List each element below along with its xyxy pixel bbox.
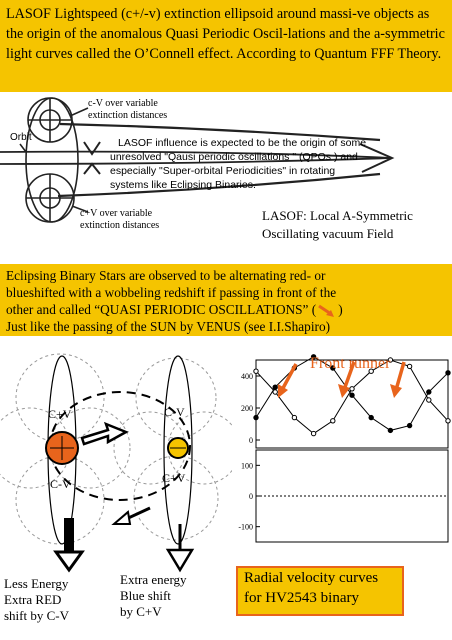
sketch-label-bottom: c+V over variable (80, 208, 153, 219)
sketch-note-4: systems like Eclipsing Binaries. (110, 179, 256, 191)
rv-point (350, 393, 354, 397)
header-text: LASOF Lightspeed (c+/-v) extinction ellipsoid around massi-ve objects as the origin of the anomalous Quasi Periodic Oscil-lations and the a-symmetric light curves called the O’Connell effect. According to Quantum FFF Theory. (6, 6, 445, 62)
caption-right-3: by C+V (120, 604, 162, 619)
label-right-bottom: C+V (162, 471, 186, 485)
bottom-y-tick-label: -100 (238, 522, 253, 532)
sketch-label-top2: extinction distances (88, 110, 168, 121)
caption-left-3: shift by C-V (4, 608, 69, 623)
motion-arrow-lower (114, 508, 150, 524)
lasof-def-line1: LASOF: Local A-Symmetric (262, 208, 413, 223)
rv-point (388, 428, 392, 432)
label-left-bottom: C-V (50, 477, 71, 491)
sketch-note-3: especially "Super-orbital Periodicities" in rotating (110, 165, 336, 177)
sketch-label-bottom2: extinction distances (80, 220, 160, 231)
rv-point (369, 415, 373, 419)
rv-point (254, 369, 258, 373)
rv-point (254, 415, 258, 419)
front-runner-annotation: Front runner (310, 355, 391, 372)
bottom-y-tick-label: 0 (249, 492, 253, 501)
eclipsing-line2: blueshifted with a wobbeling redshift if passing in front of the (6, 285, 337, 300)
small-arrow-icon (316, 304, 338, 318)
chart-caption-2: for HV2543 binary (244, 590, 359, 606)
binary-diagram (0, 338, 232, 640)
eclipsing-line3a: other and called “QUASI PERIODIC OSCILLATIONS” ( (6, 302, 317, 317)
rv-point (427, 398, 431, 402)
lasof-def-line2: Oscillating vacuum Field (262, 226, 394, 241)
top-y-tick-label: 0 (249, 436, 253, 445)
eclipsing-line4: Just like the passing of the SUN by VENUS (see I.I.Shapiro) (6, 319, 331, 334)
rv-point (273, 390, 277, 394)
caption-left-2: Extra RED (4, 592, 62, 607)
eclipsing-line3b: ) (338, 302, 343, 317)
rv-point (446, 371, 450, 375)
eclipsing-line3 (6, 302, 343, 318)
caption-right-2: Blue shift (120, 588, 171, 603)
rv-point (407, 423, 411, 427)
down-arrow-left (56, 518, 82, 570)
rv-point (292, 415, 296, 419)
orbit-ellipse (26, 98, 78, 222)
rv-point (407, 364, 411, 368)
motion-arrow-upper (82, 424, 126, 444)
sketch-label-top: c-V over variable (88, 98, 158, 109)
rv-point (311, 431, 315, 435)
sketch-note-2: unresolved "Qausi periodic oscillations " (QPOs ) and (110, 151, 358, 163)
top-y-tick-label: 200 (241, 404, 253, 413)
orbit-label: Orbit (10, 132, 32, 143)
rv-point (350, 387, 354, 391)
down-arrow-right (168, 524, 192, 570)
eclipsing-line1: Eclipsing Binary Stars are observed to be alternating red- or (6, 268, 326, 283)
rv-point (331, 419, 335, 423)
chart-caption-1: Radial velocity curves (244, 570, 379, 586)
top-y-tick-label: 400 (241, 372, 253, 381)
rv-point (446, 419, 450, 423)
label-left-top: C+V (48, 407, 72, 421)
bottom-y-tick-label: 100 (241, 461, 253, 471)
orbit-sketch (0, 94, 452, 270)
label-right-top: C-V (164, 405, 185, 419)
rv-point (427, 390, 431, 394)
caption-right-1: Extra energy (120, 572, 187, 587)
sketch-note-1: LASOF influence is expected to be the origin of some (118, 137, 367, 149)
rv-point (273, 385, 277, 389)
caption-left-1: Less Energy (4, 576, 69, 591)
